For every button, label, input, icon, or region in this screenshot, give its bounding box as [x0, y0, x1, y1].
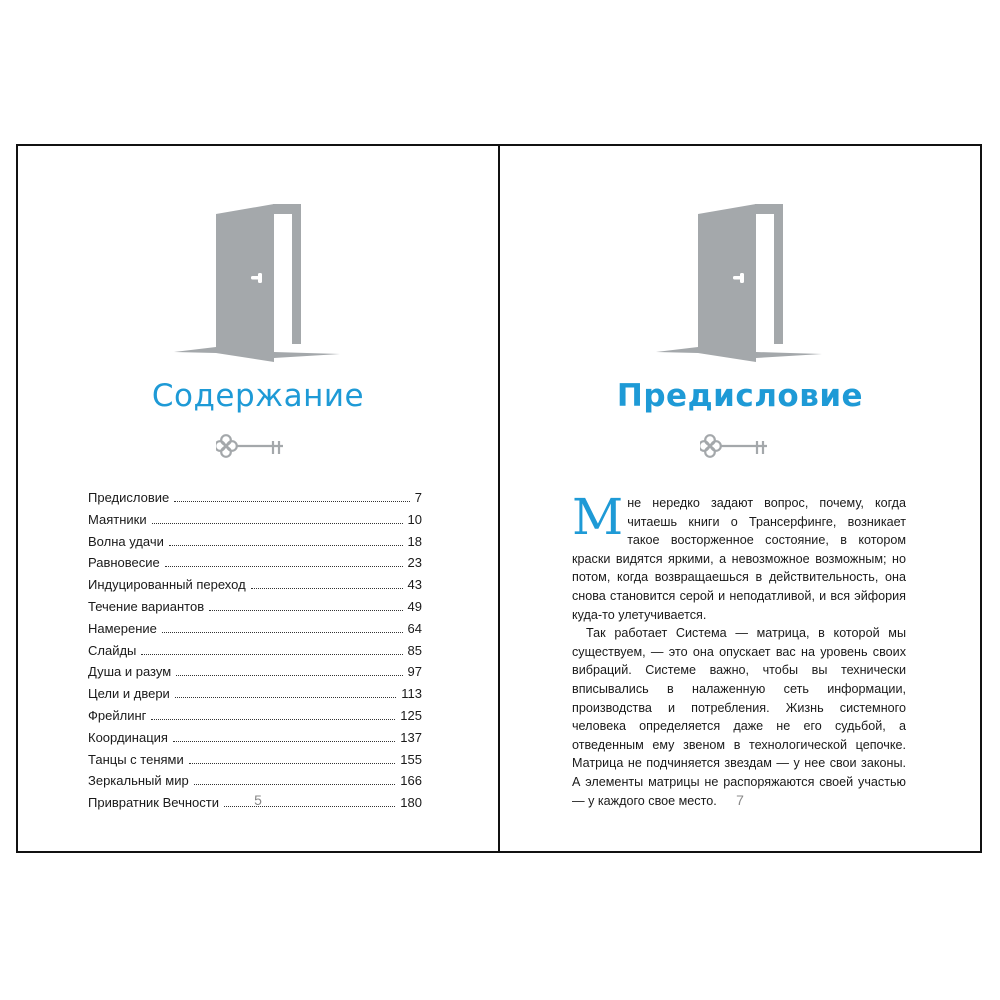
toc-entry-title: Координация	[88, 729, 168, 745]
toc-entry	[88, 752, 422, 774]
open-door-icon	[650, 204, 830, 364]
toc-entry-page: 18	[407, 533, 422, 549]
toc-entry-page: 85	[407, 642, 422, 658]
toc-entry-title: Индуцированный переход	[88, 577, 246, 593]
paragraph-1-text: не нередко задают вопрос, почему, когда читаешь книги о Трансерфинге, возникает такое восторженное состояние, в котором краски видятся яркими, а невозможное возможным; но потом, когда возвращаешься в действительность, она снова становится серой и неподатливой, и вся эйфория куда-то улетучивается.	[572, 496, 906, 622]
toc-leader-dots	[175, 697, 396, 698]
preface-body	[572, 488, 906, 810]
toc-leader-dots	[151, 719, 395, 720]
toc-entry-title: Цели и двери	[88, 686, 170, 702]
table-of-contents	[88, 490, 422, 817]
toc-entry-page: 97	[407, 664, 422, 680]
open-door-icon	[168, 204, 348, 364]
page-number: 7	[736, 792, 744, 808]
toc-entry	[88, 730, 422, 752]
toc-leader-dots	[176, 675, 402, 676]
toc-entry	[88, 599, 422, 621]
toc-entry-page: 137	[400, 729, 422, 745]
toc-leader-dots	[165, 566, 403, 567]
page-number: 5	[254, 792, 262, 808]
toc-leader-dots	[251, 588, 403, 589]
preface-paragraph-1	[572, 488, 906, 624]
toc-entry	[88, 686, 422, 708]
preface-paragraph-2: Так работает Система — матрица, в которой мы существуем, — это она опускает вас на уровень своих вибраций. Системе важно, чтобы вы технически вписывались в налаженную сеть информации, производства и потребления. Жизнь системного человека определяется даже не его судьбой, а отведенным ему звеном в технологической цепочке. Матрица не подчиняется звездам — у нее свои законы. А элементы матрицы не распоряжаются своей участью — у каждого свое место.	[572, 626, 906, 808]
toc-leader-dots	[173, 741, 395, 742]
toc-entry-page: 113	[401, 686, 422, 702]
toc-heading: Содержание	[151, 378, 365, 414]
toc-entry-page: 125	[400, 707, 422, 723]
toc-entry-title: Зеркальный мир	[88, 773, 189, 789]
toc-entry	[88, 664, 422, 686]
key-icon	[216, 432, 286, 460]
right-page	[500, 146, 980, 851]
toc-entry-title: Танцы с тенями	[88, 751, 184, 767]
toc-leader-dots	[209, 610, 402, 611]
toc-entry	[88, 621, 422, 643]
toc-entry-page: 23	[407, 555, 422, 571]
toc-entry-page: 10	[407, 511, 422, 527]
toc-leader-dots	[141, 654, 402, 655]
toc-entry-title: Намерение	[88, 620, 157, 636]
toc-leader-dots	[189, 763, 396, 764]
toc-entry-title: Предисловие	[88, 490, 170, 505]
toc-entry	[88, 490, 422, 512]
toc-entry	[88, 708, 422, 730]
left-page	[18, 146, 498, 851]
toc-entry-title: Душа и разум	[88, 664, 172, 680]
toc-entry-title: Фрейлинг	[88, 707, 147, 723]
drop-cap: М	[572, 488, 624, 546]
toc-entry-page: 166	[400, 773, 422, 789]
toc-entry-page: 155	[400, 751, 422, 767]
toc-entry-page: 64	[407, 620, 422, 636]
toc-leader-dots	[169, 545, 403, 546]
toc-entry	[88, 512, 422, 534]
toc-entry-title: Привратник Вечности	[88, 795, 219, 811]
preface-heading: Предисловие	[616, 378, 864, 414]
toc-leader-dots	[194, 784, 396, 785]
toc-entry-page: 49	[407, 598, 422, 614]
toc-entry-title: Слайды	[88, 642, 137, 658]
toc-leader-dots	[152, 523, 403, 524]
toc-leader-dots	[174, 501, 410, 502]
toc-entry	[88, 555, 422, 577]
toc-entry-title: Равновесие	[88, 555, 160, 571]
toc-entry-page: 7	[414, 490, 422, 505]
toc-entry	[88, 643, 422, 665]
toc-entry	[88, 577, 422, 599]
toc-entry-page: 180	[400, 795, 422, 811]
toc-entry-title: Волна удачи	[88, 533, 164, 549]
toc-entry	[88, 534, 422, 556]
toc-entry-page: 43	[407, 577, 422, 593]
toc-entry-title: Течение вариантов	[88, 598, 205, 614]
key-icon	[700, 432, 770, 460]
toc-leader-dots	[162, 632, 403, 633]
toc-entry-title: Маятники	[88, 511, 147, 527]
